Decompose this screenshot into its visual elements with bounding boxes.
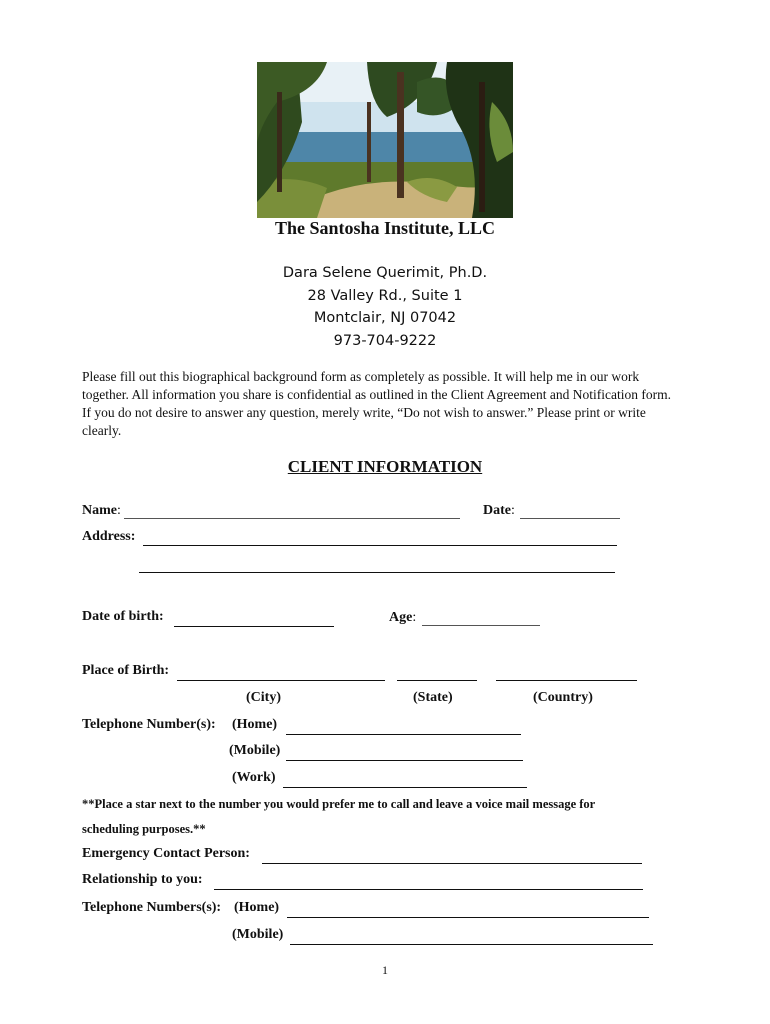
star-note-line-1: **Place a star next to the number you would prefer me to call and leave a voice mail message for bbox=[82, 797, 596, 811]
relationship-field[interactable] bbox=[214, 889, 643, 890]
star-note-line-2: scheduling purposes.** bbox=[82, 822, 206, 836]
name-field[interactable] bbox=[124, 518, 460, 519]
telephone-label: Telephone Number(s): bbox=[82, 717, 216, 732]
page-number: 1 bbox=[382, 963, 388, 977]
city-caption: (City) bbox=[246, 690, 281, 705]
age-label: Age: bbox=[389, 610, 417, 625]
country-caption: (Country) bbox=[533, 690, 593, 705]
contact-block bbox=[0, 262, 770, 352]
header-photo bbox=[257, 62, 513, 218]
section-title: CLIENT INFORMATION bbox=[287, 457, 483, 476]
relationship-label: Relationship to you: bbox=[82, 872, 203, 887]
dob-label: Date of birth: bbox=[82, 609, 164, 624]
birth-city-field[interactable] bbox=[177, 680, 385, 681]
emergency-home-label: (Home) bbox=[234, 900, 280, 915]
address-line-2-field[interactable] bbox=[139, 572, 615, 573]
intro-paragraph: Please fill out this biographical background form as completely as possible. It will help me in our work together. All information you share is confidential as outlined in the Client Agreement and Notification form. If you do not desire to answer any question, merely write, “Do not wish to answer.” Please print or write clearly. bbox=[82, 369, 671, 438]
emergency-contact-field[interactable] bbox=[262, 863, 642, 864]
city-state-zip: Montclair, NJ 07042 bbox=[313, 310, 457, 326]
date-field[interactable] bbox=[520, 518, 620, 519]
place-of-birth-label: Place of Birth: bbox=[82, 663, 170, 678]
birth-country-field[interactable] bbox=[496, 680, 637, 681]
emergency-mobile-phone-field[interactable] bbox=[290, 944, 653, 945]
mobile-phone-field[interactable] bbox=[286, 760, 523, 761]
home-label: (Home) bbox=[232, 717, 278, 732]
emergency-telephone-label: Telephone Numbers(s): bbox=[82, 900, 222, 915]
state-caption: (State) bbox=[413, 690, 453, 705]
home-phone-field[interactable] bbox=[286, 734, 521, 735]
phone-number: 973-704-9222 bbox=[333, 332, 437, 349]
emergency-mobile-label: (Mobile) bbox=[232, 927, 284, 942]
institute-name: The Santosha Institute, LLC bbox=[274, 218, 496, 238]
age-field[interactable] bbox=[422, 625, 540, 626]
emergency-home-phone-field[interactable] bbox=[287, 917, 649, 918]
practitioner-name: Dara Selene Querimit, Ph.D. bbox=[282, 265, 488, 281]
lakeside-trees-photo-icon bbox=[257, 62, 513, 218]
work-label: (Work) bbox=[232, 770, 276, 785]
birth-state-field[interactable] bbox=[397, 680, 477, 681]
address-label: Address: bbox=[82, 529, 136, 544]
street-address: 28 Valley Rd., Suite 1 bbox=[307, 287, 463, 304]
mobile-label: (Mobile) bbox=[229, 743, 281, 758]
name-label: Name: bbox=[82, 503, 121, 518]
address-line-1-field[interactable] bbox=[143, 545, 617, 546]
emergency-contact-label: Emergency Contact Person: bbox=[82, 846, 250, 861]
dob-field[interactable] bbox=[174, 626, 334, 627]
date-label: Date: bbox=[483, 503, 515, 518]
work-phone-field[interactable] bbox=[283, 787, 527, 788]
